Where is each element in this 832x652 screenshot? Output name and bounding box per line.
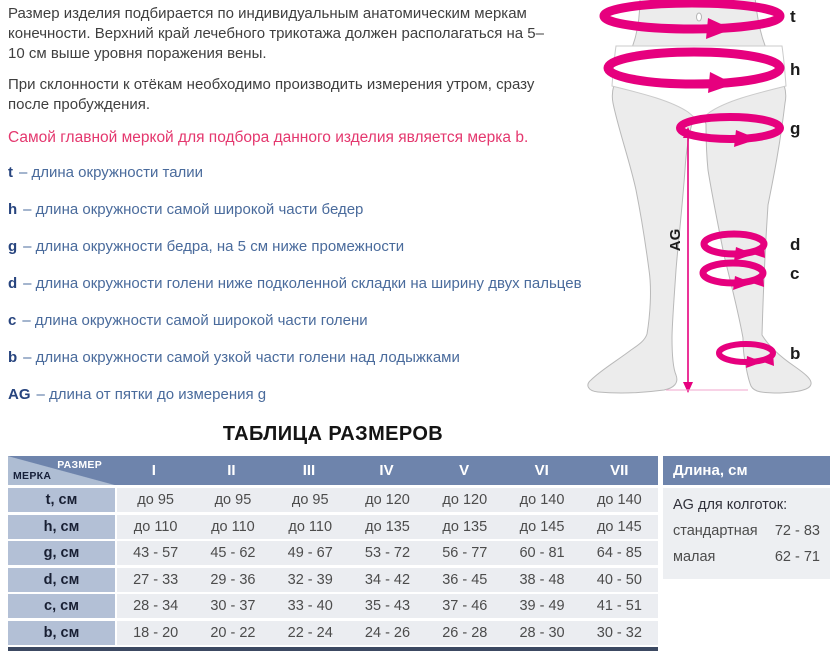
column-header: I [151,462,156,479]
table-cell: 35 - 43 [364,598,411,614]
intro-paragraph-2: При склонности к отёкам необходимо производить измерения утром, сразу после пробуждения. [8,76,535,114]
table-bottom-bar [8,647,658,651]
measure-key-c: c [8,311,17,329]
row-label: h, см [8,515,115,539]
table-cell: 36 - 45 [442,571,488,588]
measure-text-g: – длина окружности бедра, на 5 см ниже промежности [23,237,405,255]
table-cell: 32 - 39 [287,571,333,588]
table-cell: 22 - 24 [287,624,333,641]
size-table-title: ТАБЛИЦА РАЗМЕРОВ [222,423,444,445]
length-value: 72 - 83 [774,523,820,539]
column-header: VII [610,462,629,479]
table-cell: 45 - 62 [210,545,256,561]
table-cell: до 95 [214,492,252,508]
measure-key-ag: AG [8,385,31,403]
mark-label-b: b [790,344,801,363]
table-cell: до 110 [288,518,333,535]
column-header: V [459,462,470,479]
table-cell: до 110 [133,518,178,535]
table-cell: 28 - 30 [519,624,565,641]
table-cell: 39 - 49 [519,598,565,614]
table-row-c [8,594,658,618]
table-cell: до 135 [442,518,488,535]
table-cell: до 135 [365,518,410,535]
measure-key-d: d [8,274,18,292]
measurement-diagram [558,0,832,400]
table-cell: 43 - 57 [133,545,179,561]
intro-text-block [8,4,582,421]
corner-cell [8,456,115,485]
table-cell: 49 - 67 [287,545,333,561]
legs-diagram-svg [558,0,832,400]
table-cell: 18 - 20 [133,624,179,641]
corner-size-label: РАЗМЕР [57,459,102,471]
table-cell: 27 - 33 [133,571,179,588]
table-cell: 64 - 85 [596,545,642,561]
measure-key-b: b [8,348,18,366]
corner-measure-label: МЕРКА [13,470,52,482]
table-row-d [8,568,658,592]
table-cell: 38 - 48 [519,571,565,588]
measure-text-c: – длина окружности самой широкой части голени [22,311,368,329]
table-cell: до 95 [291,492,329,508]
table-cell: до 145 [519,518,565,535]
column-header: III [302,462,316,479]
table-cell: 53 - 72 [364,545,411,561]
measure-key-g: g [8,237,18,255]
main-measure-highlight: Самой главной меркой для подбора данного изделия является мерка b. [8,128,529,146]
table-cell: 28 - 34 [133,598,179,614]
row-label: b, см [8,621,115,645]
column-header: II [227,462,236,479]
length-row-small [673,549,820,565]
table-cell: до 120 [442,492,488,508]
length-panel [663,456,830,579]
table-cell: 37 - 46 [442,598,488,614]
measure-text-t: – длина окружности талии [19,163,204,181]
row-label: t, см [8,488,115,512]
table-cell: 34 - 42 [364,571,411,588]
length-panel-title: Длина, см [663,456,830,485]
measure-definition-b [8,347,558,368]
measure-text-h: – длина окружности самой широкой части бедер [23,200,364,218]
measure-definition-g [8,236,558,257]
length-value: 62 - 71 [774,549,820,565]
navel-mark [697,13,702,21]
ag-label: AG [667,228,684,252]
column-header: IV [379,462,394,479]
measure-text-b: – длина окружности самой узкой части голени над лодыжками [23,348,460,366]
measure-key-t: t [8,163,13,181]
table-cell: 56 - 77 [442,545,488,561]
size-table-header [8,456,658,485]
table-row-b [8,621,658,645]
table-cell: 30 - 32 [596,624,642,641]
table-cell: до 145 [596,518,642,535]
table-cell: 40 - 50 [596,571,642,588]
table-cell: до 140 [596,492,642,508]
mark-label-d: d [790,235,801,254]
length-panel-body [663,488,830,579]
measure-definition-d [8,273,582,294]
length-panel-subtitle: AG для колготок: [673,497,788,513]
measure-definition-c [8,310,558,331]
table-row-h [8,515,658,539]
mark-label-t: t [790,7,796,26]
mark-label-c: c [790,264,800,283]
row-label: c, см [8,594,115,618]
measure-definition-t [8,162,558,183]
length-row-standard [673,523,820,539]
mark-label-h: h [790,60,801,79]
table-cell: 24 - 26 [364,624,411,641]
table-cell: до 95 [137,492,174,508]
table-cell: до 110 [211,518,255,535]
table-cell: 33 - 40 [287,598,333,614]
table-cell: 20 - 22 [210,624,256,641]
measure-definition-h [8,199,558,220]
size-table [8,456,658,647]
measure-definition-ag [8,384,558,405]
table-cell: до 140 [519,492,565,508]
measure-key-h: h [8,200,18,218]
table-cell: 26 - 28 [442,624,488,641]
column-header: VI [534,462,549,479]
length-label: малая [673,549,716,565]
table-row-g [8,541,658,565]
table-cell: 30 - 37 [210,598,256,614]
row-label: g, см [8,541,115,565]
table-cell: 29 - 36 [210,571,256,588]
table-row-t [8,488,658,512]
length-label: стандартная [673,523,758,539]
measure-text-ag: – длина от пятки до измерения g [36,385,267,403]
table-cell: 60 - 81 [519,545,565,561]
table-cell: 41 - 51 [596,598,642,614]
row-label: d, см [8,568,115,592]
measure-text-d: – длина окружности голени ниже подколенной складки на ширину двух пальцев [23,274,582,292]
table-cell: до 120 [365,492,410,508]
intro-paragraph-1: Размер изделия подбирается по индивидуальным анатомическим меркам конечности. Верхний край лечебного трикотажа должен располагаться на 5–10 см выше уровня поражения вены. [8,5,544,62]
mark-label-g: g [790,119,801,138]
